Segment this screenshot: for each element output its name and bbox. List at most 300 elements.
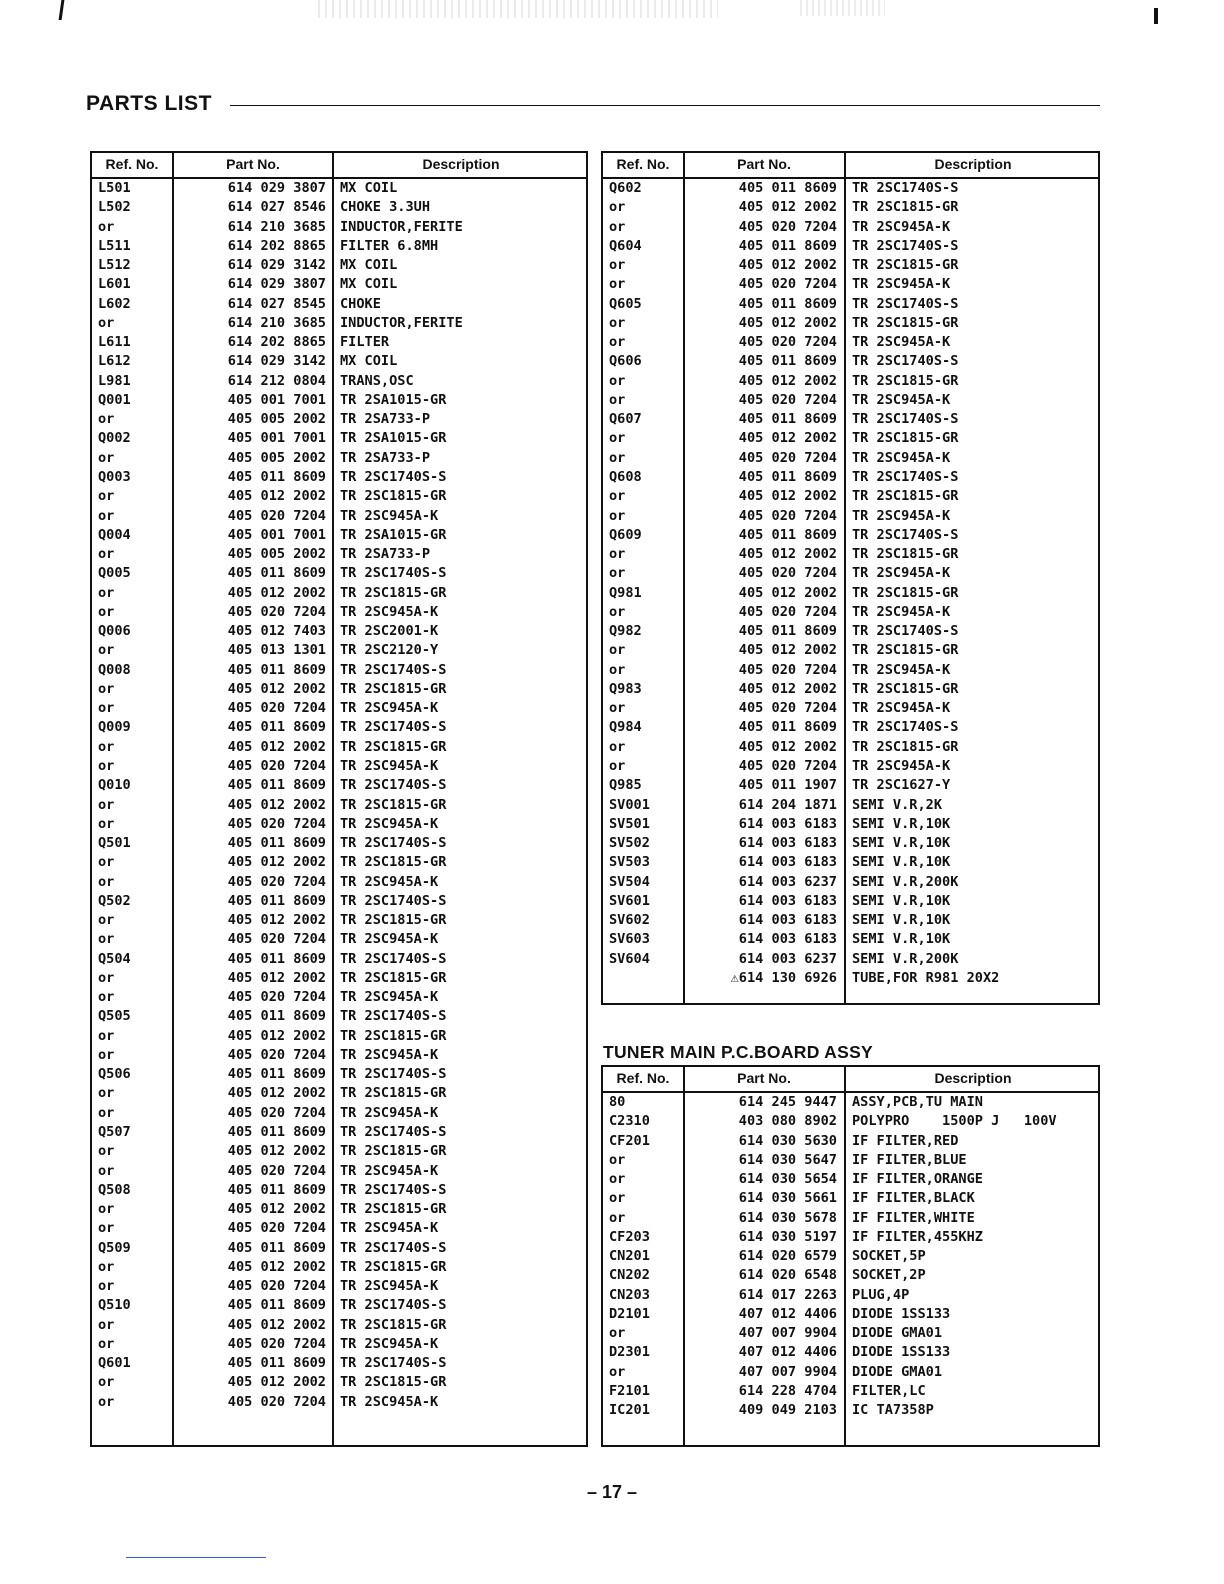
description-cell: TR 2SC945A-K: [340, 815, 439, 832]
ref-cell: Q506: [98, 1066, 131, 1083]
part-number-cell: 405 005 2002: [227, 449, 326, 466]
part-number-cell: 405 011 8609: [738, 353, 837, 370]
description-cell: TR 2SC1815-GR: [852, 546, 959, 563]
description-cell: TR 2SC1740S-S: [340, 1008, 447, 1025]
description-cell: TR 2SC945A-K: [340, 1046, 439, 1063]
part-number-cell: 405 011 8609: [738, 295, 837, 312]
table-row: [92, 333, 586, 352]
part-number-cell: 405 011 8609: [227, 1124, 326, 1141]
part-number-cell: 405 020 7204: [227, 700, 326, 717]
ref-cell: L601: [98, 276, 131, 293]
part-number-cell: 405 012 2002: [738, 584, 837, 601]
table-row: [603, 661, 1098, 680]
ref-cell: or: [609, 642, 626, 659]
part-number-cell: 405 012 2002: [227, 1027, 326, 1044]
part-number-cell: 405 012 2002: [227, 854, 326, 871]
table-row: [603, 545, 1098, 564]
part-number-cell: 405 001 7001: [227, 391, 326, 408]
ref-cell: Q981: [609, 584, 642, 601]
ref-cell: or: [98, 314, 115, 331]
part-number-cell: 405 011 8609: [738, 180, 837, 196]
table-row: [92, 661, 586, 680]
table-row: [603, 853, 1098, 872]
table-row: [92, 1104, 586, 1123]
table-row: [603, 468, 1098, 487]
part-number-cell: 405 011 8609: [227, 565, 326, 582]
part-number-cell: 405 011 8609: [227, 1297, 326, 1314]
part-number-cell: 614 020 6548: [738, 1267, 837, 1284]
description-cell: TUBE,FOR R981 20X2: [852, 969, 1000, 986]
description-cell: TR 2SC945A-K: [852, 276, 951, 293]
ref-cell: or: [98, 1393, 115, 1410]
part-number-cell: 405 012 2002: [227, 488, 326, 505]
description-cell: TR 2SC945A-K: [852, 757, 951, 774]
part-number-cell: 405 020 7204: [227, 603, 326, 620]
part-number-cell: 405 011 8609: [227, 1066, 326, 1083]
ref-cell: or: [98, 1335, 115, 1352]
ref-cell: C2310: [609, 1113, 650, 1130]
ref-cell: L612: [98, 353, 131, 370]
ref-cell: or: [98, 738, 115, 755]
part-number-cell: 405 020 7204: [227, 1104, 326, 1121]
part-number-cell: 405 005 2002: [227, 546, 326, 563]
table-row: [603, 603, 1098, 622]
description-cell: TR 2SC1815-GR: [340, 796, 447, 813]
part-number-cell: 405 011 8609: [738, 526, 837, 543]
table-row: [92, 584, 586, 603]
table-row: [603, 218, 1098, 237]
part-number-cell: 405 012 2002: [227, 1201, 326, 1218]
description-cell: TR 2SC945A-K: [340, 989, 439, 1006]
table-row: [603, 314, 1098, 333]
description-cell: TR 2SC1740S-S: [340, 1181, 447, 1198]
ref-cell: IC201: [609, 1402, 650, 1419]
description-cell: TR 2SC1740S-S: [340, 1066, 447, 1083]
part-number-cell: 614 027 8546: [227, 199, 326, 216]
table-row: [92, 1200, 586, 1219]
ref-cell: Q006: [98, 623, 131, 640]
part-number-cell: ⚠614 130 6926: [730, 969, 837, 986]
description-cell: TR 2SC945A-K: [340, 700, 439, 717]
part-number-cell: 614 029 3807: [227, 276, 326, 293]
part-number-cell: 614 245 9447: [738, 1094, 837, 1110]
description-cell: SEMI V.R,10K: [852, 854, 951, 871]
description-cell: TR 2SC945A-K: [340, 1162, 439, 1179]
description-cell: IF FILTER,455KHZ: [852, 1228, 983, 1245]
table-body: [603, 179, 1098, 988]
table-row: [603, 352, 1098, 371]
ref-cell: or: [98, 969, 115, 986]
table-row: [92, 699, 586, 718]
description-cell: IF FILTER,ORANGE: [852, 1171, 983, 1188]
description-cell: TR 2SC2001-K: [340, 623, 439, 640]
description-cell: SEMI V.R,10K: [852, 815, 951, 832]
description-cell: TR 2SC1740S-S: [340, 1355, 447, 1372]
table-row: [603, 718, 1098, 737]
ref-cell: or: [609, 1190, 626, 1207]
ref-cell: or: [609, 700, 626, 717]
description-cell: TR 2SC1815-GR: [852, 584, 959, 601]
description-cell: IF FILTER,BLUE: [852, 1151, 967, 1168]
table-row: [92, 815, 586, 834]
description-cell: TR 2SC1815-GR: [340, 738, 447, 755]
ref-cell: Q010: [98, 777, 131, 794]
ref-cell: Q001: [98, 391, 131, 408]
table-row: [92, 1123, 586, 1142]
description-cell: TR 2SC1740S-S: [340, 661, 447, 678]
table-row: [92, 352, 586, 371]
ref-cell: SV504: [609, 873, 650, 890]
table-row: [92, 834, 586, 853]
ref-cell: or: [609, 603, 626, 620]
part-number-cell: 407 007 9904: [738, 1325, 837, 1342]
ref-cell: or: [98, 584, 115, 601]
part-number-cell: 614 020 6579: [738, 1248, 837, 1265]
description-cell: SEMI V.R,10K: [852, 931, 951, 948]
table-row: [92, 256, 586, 275]
parts-table-right: [601, 151, 1100, 1005]
part-number-cell: 614 003 6237: [738, 873, 837, 890]
part-number-cell: 405 001 7001: [227, 526, 326, 543]
table-row: [92, 1084, 586, 1103]
table-row: [603, 1382, 1098, 1401]
description-cell: TR 2SC1740S-S: [340, 719, 447, 736]
description-cell: TR 2SC1740S-S: [852, 526, 959, 543]
table-row: [603, 911, 1098, 930]
part-number-cell: 405 011 8609: [227, 1008, 326, 1025]
table-row: [92, 1239, 586, 1258]
description-cell: TR 2SA733-P: [340, 411, 431, 428]
ref-cell: L602: [98, 295, 131, 312]
ref-cell: L501: [98, 180, 131, 196]
table-row: [92, 218, 586, 237]
description-cell: TR 2SC945A-K: [852, 507, 951, 524]
ref-cell: SV603: [609, 931, 650, 948]
part-number-cell: 405 020 7204: [227, 1278, 326, 1295]
ref-cell: or: [98, 815, 115, 832]
ref-cell: or: [98, 700, 115, 717]
part-number-cell: 405 011 8609: [227, 777, 326, 794]
table-row: [92, 1393, 586, 1412]
table-row: [603, 198, 1098, 217]
part-number-cell: 405 020 7204: [227, 1046, 326, 1063]
description-cell: CHOKE 3.3UH: [340, 199, 431, 216]
ref-cell: Q002: [98, 430, 131, 447]
part-number-cell: 405 011 8609: [227, 1181, 326, 1198]
title-rule: [230, 105, 1100, 106]
description-cell: SOCKET,2P: [852, 1267, 926, 1284]
part-number-cell: 405 011 8609: [227, 661, 326, 678]
description-cell: TR 2SC945A-K: [340, 931, 439, 948]
table-row: [92, 526, 586, 545]
ref-cell: Q004: [98, 526, 131, 543]
part-number-cell: 405 012 2002: [227, 969, 326, 986]
description-cell: MX COIL: [340, 353, 398, 370]
table-row: [603, 1170, 1098, 1189]
table-row: [92, 796, 586, 815]
description-cell: TR 2SC1740S-S: [340, 835, 447, 852]
part-number-cell: 405 020 7204: [227, 931, 326, 948]
ref-cell: Q606: [609, 353, 642, 370]
description-cell: MX COIL: [340, 257, 398, 274]
part-number-cell: 405 011 8609: [227, 835, 326, 852]
part-number-cell: 405 020 7204: [227, 1335, 326, 1352]
part-number-cell: 405 011 8609: [738, 468, 837, 485]
description-cell: TR 2SC1815-GR: [340, 1316, 447, 1333]
ref-cell: Q985: [609, 777, 642, 794]
description-cell: TR 2SC945A-K: [852, 565, 951, 582]
description-cell: SEMI V.R,2K: [852, 796, 943, 813]
table-row: [92, 275, 586, 294]
ref-cell: or: [98, 1278, 115, 1295]
part-number-cell: 405 012 2002: [738, 738, 837, 755]
header-part: Part No.: [737, 156, 791, 172]
description-cell: TR 2SA1015-GR: [340, 430, 447, 447]
description-cell: DIODE GMA01: [852, 1325, 943, 1342]
table-row: [603, 950, 1098, 969]
part-number-cell: 407 012 4406: [738, 1344, 837, 1361]
ref-cell: or: [98, 873, 115, 890]
ref-cell: or: [98, 1374, 115, 1391]
description-cell: DIODE 1SS133: [852, 1344, 951, 1361]
ref-cell: or: [98, 546, 115, 563]
part-number-cell: 614 210 3685: [227, 314, 326, 331]
table-row: [603, 1189, 1098, 1208]
table-row: [603, 333, 1098, 352]
ref-cell: Q609: [609, 526, 642, 543]
part-number-cell: 405 020 7204: [227, 507, 326, 524]
description-cell: TR 2SC1740S-S: [340, 892, 447, 909]
table-row: [603, 641, 1098, 660]
ref-cell: Q505: [98, 1008, 131, 1025]
table-row: [92, 1142, 586, 1161]
part-number-cell: 614 029 3142: [227, 353, 326, 370]
ref-cell: F2101: [609, 1382, 650, 1399]
ref-cell: or: [609, 488, 626, 505]
description-cell: SEMI V.R,200K: [852, 950, 959, 967]
ref-cell: or: [609, 1363, 626, 1380]
ref-cell: or: [98, 507, 115, 524]
part-number-cell: 405 011 8609: [227, 1239, 326, 1256]
table-row: [603, 757, 1098, 776]
part-number-cell: 614 202 8865: [227, 334, 326, 351]
description-cell: TR 2SC945A-K: [852, 218, 951, 235]
ref-cell: CN202: [609, 1267, 650, 1284]
table-row: [92, 1181, 586, 1200]
part-number-cell: 405 012 2002: [738, 642, 837, 659]
ref-cell: or: [609, 257, 626, 274]
ref-cell: Q608: [609, 468, 642, 485]
part-number-cell: 405 012 2002: [227, 1374, 326, 1391]
part-number-cell: 405 020 7204: [738, 449, 837, 466]
part-number-cell: 614 003 6183: [738, 931, 837, 948]
description-cell: ASSY,PCB,TU MAIN: [852, 1094, 983, 1110]
description-cell: TR 2SC945A-K: [340, 1278, 439, 1295]
ref-cell: 80: [609, 1094, 626, 1110]
description-cell: FILTER,LC: [852, 1382, 926, 1399]
part-number-cell: 614 228 4704: [738, 1382, 837, 1399]
description-cell: POLYPRO 1500P J 100V: [852, 1113, 1057, 1130]
description-cell: IF FILTER,WHITE: [852, 1209, 975, 1226]
ref-cell: Q507: [98, 1124, 131, 1141]
part-number-cell: 405 020 7204: [738, 218, 837, 235]
table-row: [603, 1343, 1098, 1362]
ref-cell: or: [98, 854, 115, 871]
ref-cell: or: [609, 546, 626, 563]
ref-cell: Q508: [98, 1181, 131, 1198]
part-number-cell: 407 007 9904: [738, 1363, 837, 1380]
table-row: [92, 545, 586, 564]
part-number-cell: 405 005 2002: [227, 411, 326, 428]
table-row: [92, 738, 586, 757]
table-row: [603, 873, 1098, 892]
description-cell: TR 2SC1815-GR: [340, 1027, 447, 1044]
description-cell: PLUG,4P: [852, 1286, 910, 1303]
header-ref: Ref. No.: [616, 156, 670, 172]
header-ref: Ref. No.: [616, 1070, 670, 1086]
description-cell: TR 2SC1740S-S: [852, 623, 959, 640]
table-body: [603, 1093, 1098, 1421]
ref-cell: or: [609, 738, 626, 755]
description-cell: TR 2SC1740S-S: [852, 237, 959, 254]
table-row: [92, 1258, 586, 1277]
ref-cell: L611: [98, 334, 131, 351]
table-row: [92, 950, 586, 969]
table-row: [603, 1132, 1098, 1151]
description-cell: TR 2SC1815-GR: [852, 430, 959, 447]
table-row: [603, 1363, 1098, 1382]
part-number-cell: 405 020 7204: [227, 1393, 326, 1410]
header-part: Part No.: [737, 1070, 791, 1086]
ref-cell: or: [98, 989, 115, 1006]
description-cell: DIODE GMA01: [852, 1363, 943, 1380]
table-row: [92, 179, 586, 198]
page-number: – 17 –: [586, 1482, 638, 1502]
table-row: [92, 1373, 586, 1392]
description-cell: IF FILTER,BLACK: [852, 1190, 975, 1207]
table-header: [92, 153, 586, 179]
part-number-cell: 405 011 8609: [738, 411, 837, 428]
part-number-cell: 405 020 7204: [738, 700, 837, 717]
description-cell: TR 2SC1815-GR: [340, 1201, 447, 1218]
part-number-cell: 405 020 7204: [227, 757, 326, 774]
table-row: [603, 584, 1098, 603]
part-number-cell: 405 012 2002: [738, 680, 837, 697]
table-row: [603, 295, 1098, 314]
ref-cell: or: [98, 488, 115, 505]
part-number-cell: 405 020 7204: [738, 334, 837, 351]
ref-cell: or: [609, 1171, 626, 1188]
description-cell: TR 2SC945A-K: [852, 661, 951, 678]
part-number-cell: 405 020 7204: [738, 757, 837, 774]
description-cell: INDUCTOR,FERITE: [340, 218, 463, 235]
part-number-cell: 614 003 6183: [738, 912, 837, 929]
ref-cell: Q601: [98, 1355, 131, 1372]
description-cell: SEMI V.R,200K: [852, 873, 959, 890]
table-row: [92, 1296, 586, 1315]
part-number-cell: 614 212 0804: [227, 372, 326, 389]
part-number-cell: 405 012 2002: [227, 1085, 326, 1102]
part-number-cell: 405 012 2002: [738, 314, 837, 331]
table-row: [603, 1112, 1098, 1131]
ref-cell: or: [609, 430, 626, 447]
table-row: [603, 507, 1098, 526]
description-cell: TR 2SC1815-GR: [340, 1085, 447, 1102]
description-cell: TR 2SC1815-GR: [852, 642, 959, 659]
ref-cell: D2101: [609, 1305, 650, 1322]
table-row: [92, 680, 586, 699]
part-number-cell: 405 011 8609: [227, 950, 326, 967]
description-cell: TR 2SA1015-GR: [340, 526, 447, 543]
description-cell: TR 2SA1015-GR: [340, 391, 447, 408]
description-cell: TR 2SC945A-K: [340, 1220, 439, 1237]
table-header: [603, 1067, 1098, 1093]
ref-cell: or: [98, 1143, 115, 1160]
description-cell: TR 2SC945A-K: [340, 873, 439, 890]
table-row: [92, 410, 586, 429]
part-number-cell: 614 003 6183: [738, 854, 837, 871]
ref-cell: or: [609, 372, 626, 389]
table-row: [603, 1305, 1098, 1324]
description-cell: TRANS,OSC: [340, 372, 414, 389]
ref-cell: or: [98, 796, 115, 813]
table-row: [92, 873, 586, 892]
ref-cell: SV601: [609, 892, 650, 909]
description-cell: TR 2SC1815-GR: [852, 372, 959, 389]
ref-cell: or: [609, 276, 626, 293]
table-row: [92, 198, 586, 217]
part-number-cell: 405 020 7204: [738, 391, 837, 408]
table-row: [603, 834, 1098, 853]
table-row: [92, 372, 586, 391]
table-row: [603, 410, 1098, 429]
table-row: [92, 969, 586, 988]
part-number-cell: 614 003 6183: [738, 815, 837, 832]
description-cell: INDUCTOR,FERITE: [340, 314, 463, 331]
table-row: [92, 1162, 586, 1181]
table-row: [603, 1228, 1098, 1247]
part-number-cell: 405 011 1907: [738, 777, 837, 794]
description-cell: TR 2SC945A-K: [852, 334, 951, 351]
table-row: [92, 1335, 586, 1354]
description-cell: TR 2SC945A-K: [852, 449, 951, 466]
table-row: [92, 314, 586, 333]
part-number-cell: 405 012 2002: [227, 680, 326, 697]
part-number-cell: 614 204 1871: [738, 796, 837, 813]
part-number-cell: 405 013 1301: [227, 642, 326, 659]
ref-cell: or: [609, 507, 626, 524]
table-row: [603, 699, 1098, 718]
description-cell: DIODE 1SS133: [852, 1305, 951, 1322]
ref-cell: or: [98, 931, 115, 948]
ref-cell: or: [98, 449, 115, 466]
ref-cell: or: [98, 1085, 115, 1102]
part-number-cell: 614 003 6237: [738, 950, 837, 967]
description-cell: TR 2SC1740S-S: [852, 353, 959, 370]
table-row: [92, 237, 586, 256]
ref-cell: Q008: [98, 661, 131, 678]
ref-cell: Q003: [98, 468, 131, 485]
description-cell: TR 2SC945A-K: [852, 391, 951, 408]
part-number-cell: 405 020 7204: [738, 507, 837, 524]
ref-cell: or: [609, 218, 626, 235]
ref-cell: Q501: [98, 835, 131, 852]
description-cell: TR 2SC1815-GR: [340, 854, 447, 871]
description-cell: TR 2SC1815-GR: [340, 1374, 447, 1391]
description-cell: TR 2SC1740S-S: [340, 777, 447, 794]
section-title: TUNER MAIN P.C.BOARD ASSY: [603, 1042, 874, 1062]
table-row: [603, 372, 1098, 391]
